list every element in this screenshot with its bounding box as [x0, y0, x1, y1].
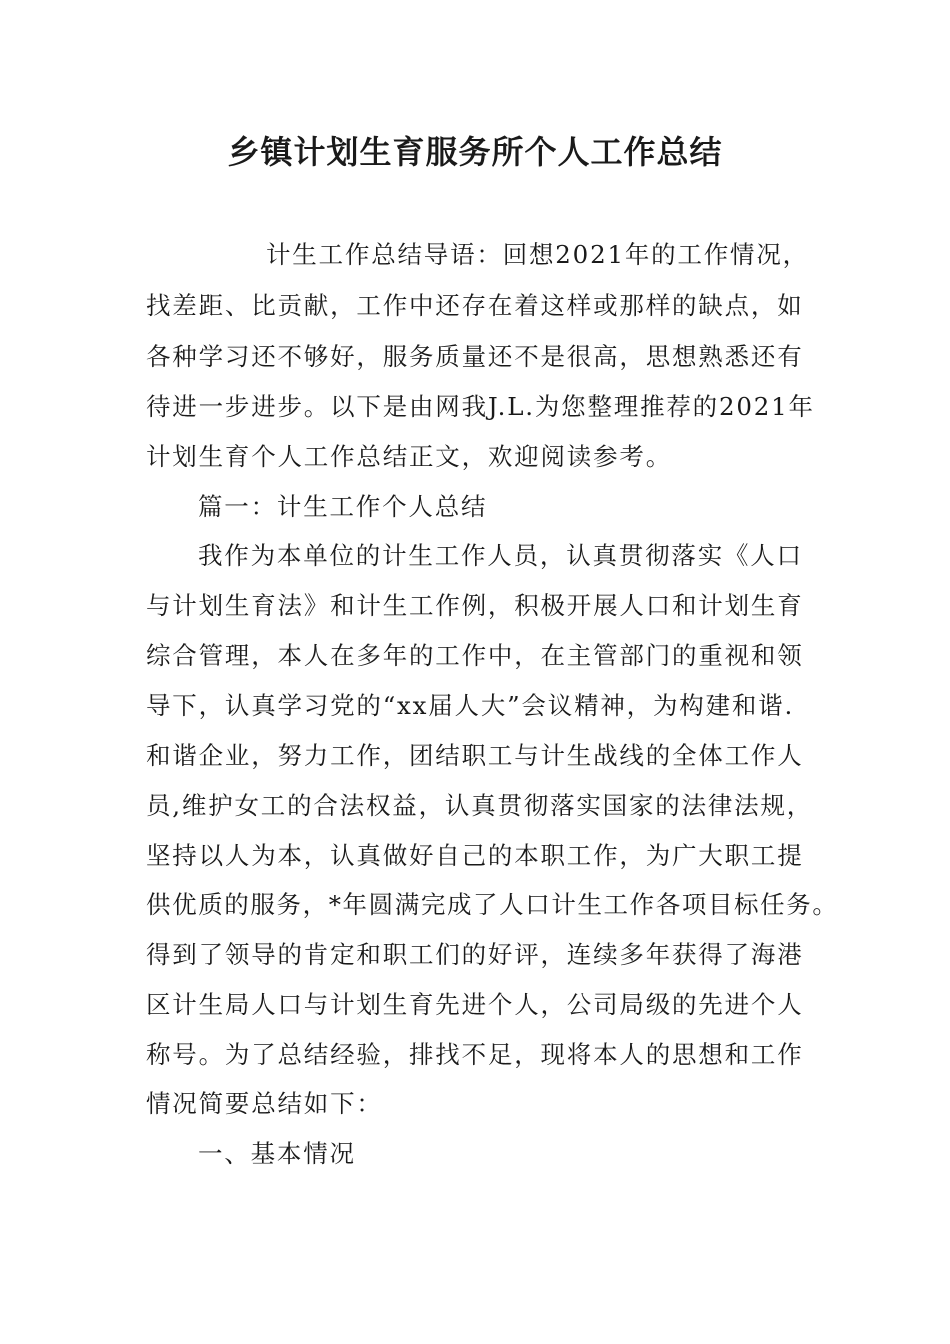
- section-heading: 一、基本情况: [198, 1139, 356, 1168]
- section-heading: 篇一：计生工作个人总结: [198, 492, 488, 521]
- paragraph-line: 计生工作总结导语：回想2021年的工作情况，: [266, 240, 809, 269]
- paragraph-line: 计划生育个人工作总结正文，欢迎阅读参考。: [146, 442, 672, 471]
- paragraph-line: 与计划生育法》和计生工作例，积极开展人口和计划生育: [146, 591, 804, 620]
- document-title: 乡镇计划生育服务所个人工作总结: [227, 133, 723, 171]
- paragraph-line: 各种学习还不够好，服务质量还不是很高，思想熟悉还有: [146, 342, 804, 371]
- paragraph-line: 情况简要总结如下：: [146, 1089, 383, 1118]
- paragraph-line: 供优质的服务，*年圆满完成了人口计生工作各项目标任务。: [146, 890, 839, 919]
- paragraph-line: 坚持以人为本，认真做好自己的本职工作，为广大职工提: [146, 841, 804, 870]
- paragraph-line: 导下，认真学习党的“xx届人大”会议精神，为构建和谐.: [146, 691, 795, 720]
- paragraph-line: 区计生局人口与计划生育先进个人，公司局级的先进个人: [146, 990, 804, 1019]
- paragraph-line: 得到了领导的肯定和职工们的好评，连续多年获得了海港: [146, 940, 804, 969]
- paragraph-line: 和谐企业，努力工作，团结职工与计生战线的全体工作人: [146, 741, 804, 770]
- paragraph-line: 综合管理，本人在多年的工作中，在主管部门的重视和领: [146, 641, 804, 670]
- paragraph-line: 我作为本单位的计生工作人员，认真贯彻落实《人口: [198, 541, 803, 570]
- paragraph-line: 找差距、比贡献，工作中还存在着这样或那样的缺点，如: [146, 291, 804, 320]
- paragraph-line: 员,维护女工的合法权益，认真贯彻落实国家的法律法规，: [146, 791, 814, 820]
- paragraph-line: 称号。为了总结经验，排找不足，现将本人的思想和工作: [146, 1040, 804, 1069]
- paragraph-line: 待进一步进步。以下是由网我J.L.为您整理推荐的2021年: [146, 392, 815, 421]
